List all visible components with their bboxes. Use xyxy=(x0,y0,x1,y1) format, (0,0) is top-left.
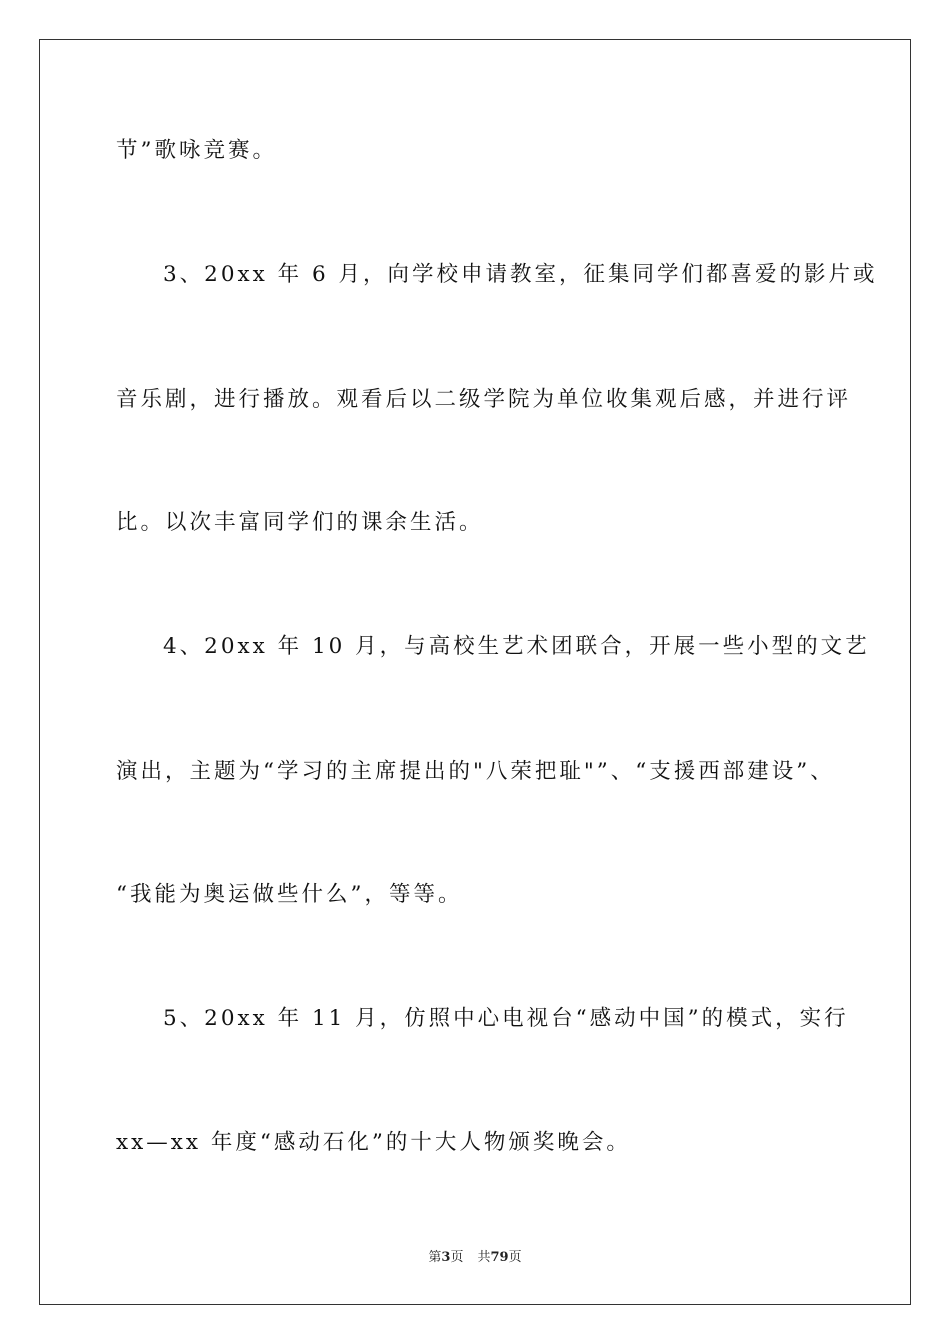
text-line-9: xx—xx 年度“感动石化”的十大人物颁奖晚会。 xyxy=(116,1130,631,1155)
text-line-8: 5、20xx 年 11 月，仿照中心电视台“感动中国”的模式，实行 xyxy=(163,1006,849,1031)
page-number: 3 xyxy=(441,1250,451,1265)
text-line-7: “我能为奥运做些什么”，等等。 xyxy=(116,882,463,907)
page-prefix: 第 xyxy=(428,1250,442,1265)
text-line-3: 音乐剧，进行播放。观看后以二级学院为单位收集观后感，并进行评 xyxy=(116,387,852,412)
total-suffix: 页 xyxy=(508,1250,522,1265)
text-line-4: 比。以次丰富同学们的课余生活。 xyxy=(116,510,484,535)
text-line-2: 3、20xx 年 6 月，向学校申请教室，征集同学们都喜爱的影片或 xyxy=(163,262,878,287)
text-line-1: 节”歌咏竞赛。 xyxy=(116,138,277,163)
page-border xyxy=(39,39,911,1305)
page-suffix: 页 xyxy=(450,1250,464,1265)
text-line-6: 演出，主题为“学习的主席提出的"八荣把耻"”、“支援西部建设”、 xyxy=(116,759,835,784)
page-footer xyxy=(0,1246,950,1265)
text-line-5: 4、20xx 年 10 月，与高校生艺术团联合，开展一些小型的文艺 xyxy=(163,634,870,659)
total-pages: 79 xyxy=(490,1250,509,1265)
total-prefix: 共 xyxy=(477,1250,491,1265)
